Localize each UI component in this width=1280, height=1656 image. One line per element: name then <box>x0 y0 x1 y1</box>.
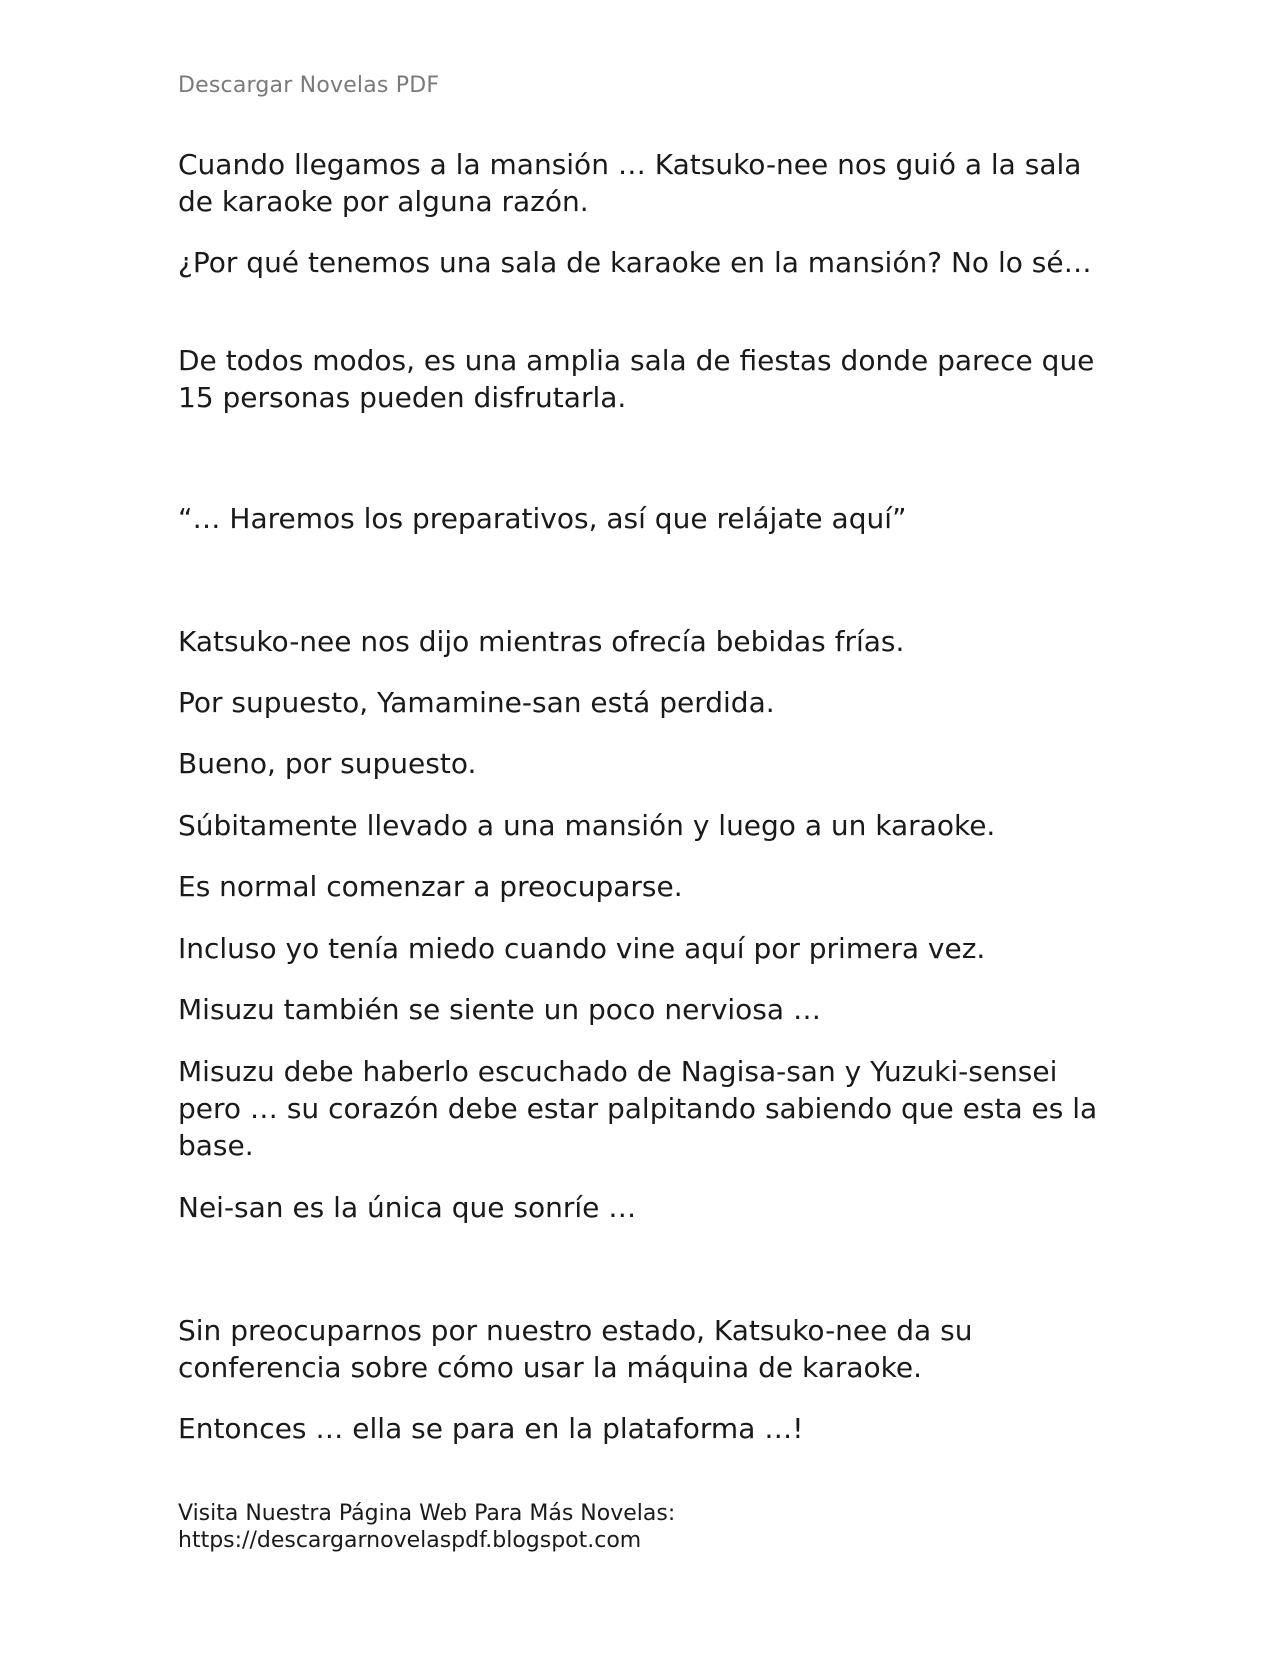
footer-website-link[interactable]: https://descargarnovelaspdf.blogspot.com <box>178 1528 642 1553</box>
paragraph-3: De todos modos, es una amplia sala de fiestas donde parece que 15 personas pueden disfrutarla. <box>178 344 1095 414</box>
paragraph-7: Bueno, por supuesto. <box>178 747 477 780</box>
paragraph-5: Katsuko-nee nos dijo mientras ofrecía bebidas frías. <box>178 625 905 658</box>
paragraph-6: Por supuesto, Yamamine-san está perdida. <box>178 686 775 719</box>
paragraph-2: ¿Por qué tenemos una sala de karaoke en la mansión? No lo sé… <box>178 246 1092 279</box>
paragraph-10: Incluso yo tenía miedo cuando vine aquí por primera vez. <box>178 932 986 965</box>
paragraph-4: “… Haremos los preparativos, así que relájate aquí” <box>178 502 907 535</box>
paragraph-1: Cuando llegamos a la mansión … Katsuko-nee nos guió a la sala de karaoke por alguna razón. <box>178 148 1082 218</box>
paragraph-11: Misuzu también se siente un poco nerviosa … <box>178 993 821 1026</box>
paragraph-14: Sin preocuparnos por nuestro estado, Katsuko-nee da su conferencia sobre cómo usar la máquina de karaoke. <box>178 1314 973 1384</box>
paragraph-12: Misuzu debe haberlo escuchado de Nagisa-san y Yuzuki-sensei pero … su corazón debe estar palpitando sabiendo que esta es la base. <box>178 1055 1098 1162</box>
page-header: Descargar Novelas PDF <box>178 73 440 98</box>
paragraph-8: Súbitamente llevado a una mansión y luego a un karaoke. <box>178 809 996 842</box>
paragraph-13: Nei-san es la única que sonríe … <box>178 1191 637 1224</box>
footer-visit-text: Visita Nuestra Página Web Para Más Novelas: <box>178 1501 676 1526</box>
paragraph-15: Entonces … ella se para en la plataforma …! <box>178 1412 804 1445</box>
page-footer <box>178 1500 675 1554</box>
paragraph-9: Es normal comenzar a preocuparse. <box>178 870 683 903</box>
